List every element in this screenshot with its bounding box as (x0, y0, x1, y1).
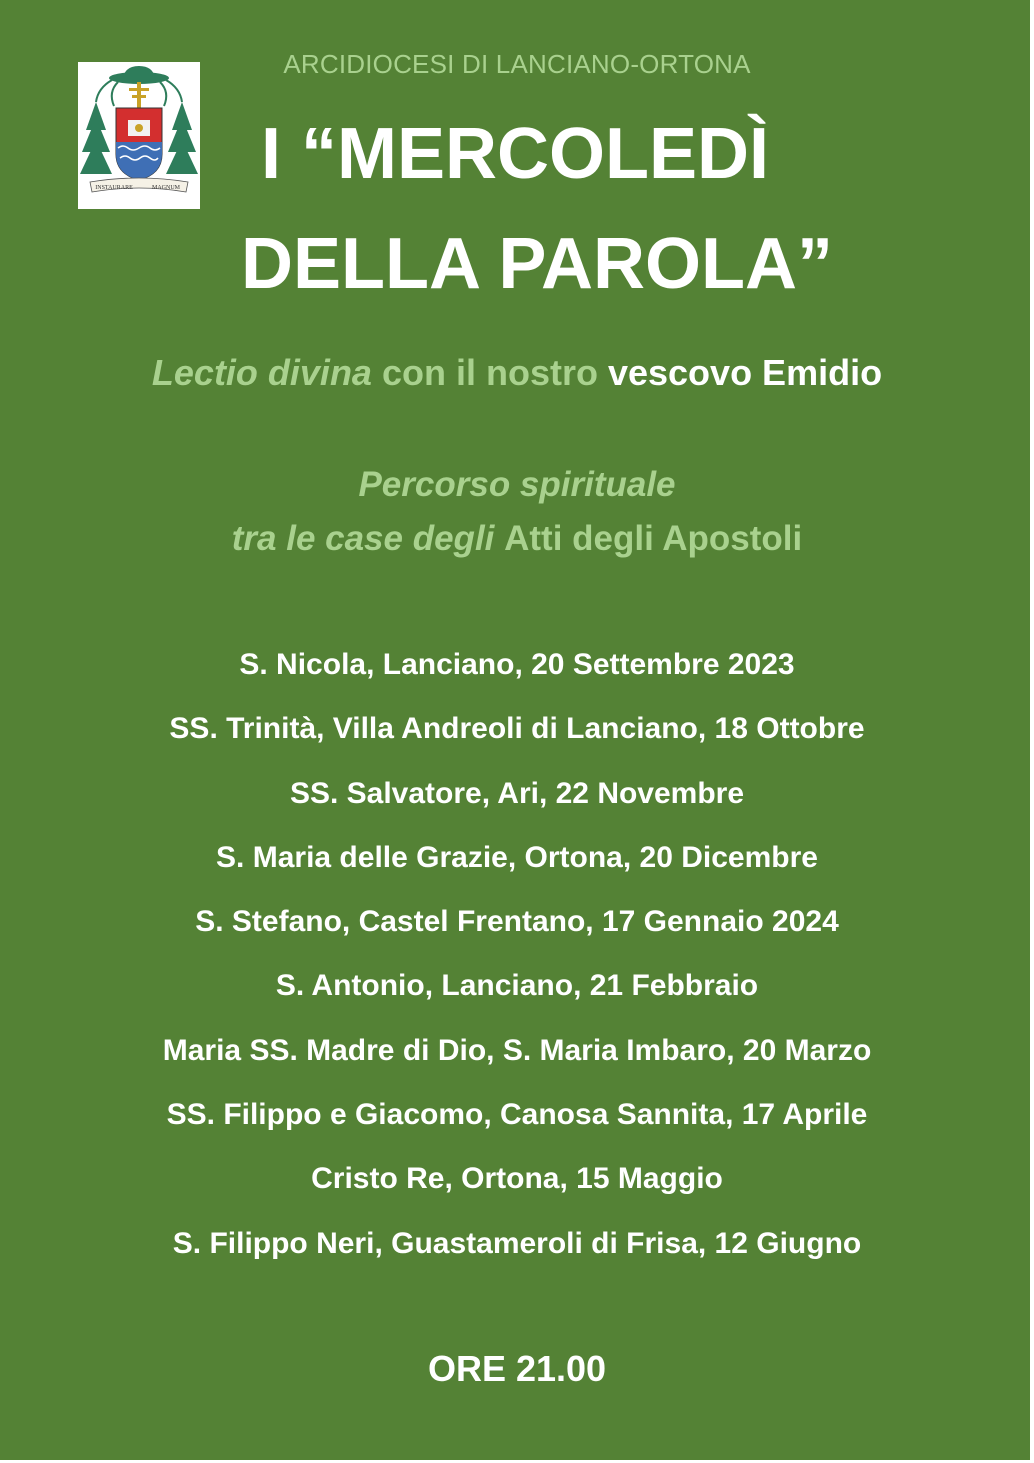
archdiocese-name: ARCIDIOCESI DI LANCIANO-ORTONA (283, 49, 751, 79)
schedule-item: Cristo Re, Ortona, 15 Maggio (311, 1162, 723, 1196)
schedule-item: S. Nicola, Lanciano, 20 Settembre 2023 (239, 648, 795, 681)
path-line-2-italic: tra le case degli (231, 519, 505, 558)
svg-text:INSTAURARE: INSTAURARE (95, 185, 133, 191)
schedule-item: S. Antonio, Lanciano, 21 Febbraio (275, 969, 759, 1003)
subtitle (0, 350, 1034, 396)
path-line-1: Percorso spirituale (358, 465, 676, 504)
event-time: ORE 21.00 (427, 1348, 607, 1389)
schedule-item: S. Maria delle Grazie, Ortona, 20 Dicembre (216, 840, 818, 874)
schedule-item: SS. Salvatore, Ari, 22 Novembre (289, 776, 745, 810)
subtitle-lectio: Lectio divina (151, 352, 372, 393)
svg-text:MAGNUM: MAGNUM (151, 185, 181, 191)
title-line-1: I “MERCOLEDÌ (260, 114, 769, 194)
schedule-item: SS. Trinità, Villa Andreoli di Lanciano, 18 Ottobre (169, 712, 865, 746)
schedule-item: Maria SS. Madre di Dio, S. Maria Imbaro, 20 Marzo (162, 1033, 872, 1067)
schedule-list (0, 645, 1034, 1288)
subtitle-connector: con il nostro (371, 352, 608, 393)
subtitle-bishop: vescovo Emidio (607, 352, 883, 393)
title-line-2: DELLA PAROLA” (241, 224, 833, 304)
path-line-2 (0, 517, 1034, 561)
schedule-item: SS. Filippo e Giacomo, Canosa Sannita, 17 Aprile (166, 1098, 868, 1132)
path-line-2-book: Atti degli Apostoli (504, 519, 803, 558)
schedule-item: S. Stefano, Castel Frentano, 17 Gennaio 2024 (195, 905, 839, 939)
schedule-item: S. Filippo Neri, Guastameroli di Frisa, 12 Giugno (172, 1226, 862, 1260)
